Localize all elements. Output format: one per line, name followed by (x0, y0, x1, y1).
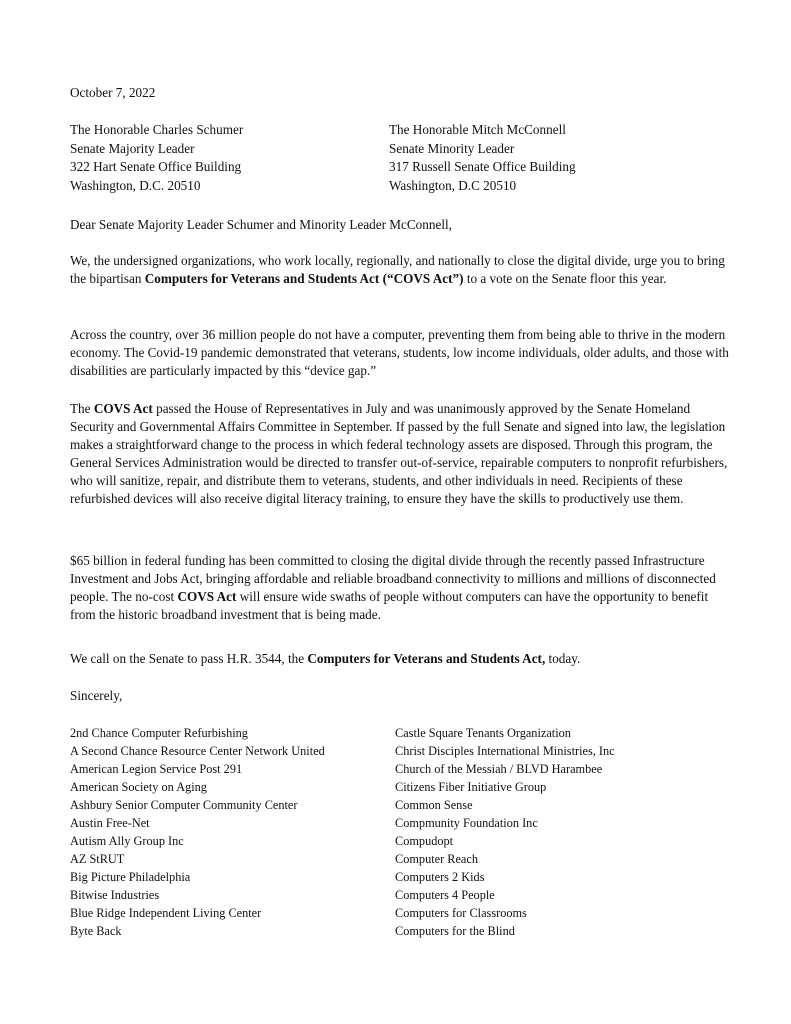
paragraph-text: will ensure wide swaths of people without computers can have the opportunity to benefit from the historic broadband investment that is being made. (70, 589, 709, 623)
signatory-org: AZ StRUT (70, 852, 125, 866)
paragraph-text: We call on the Senate to pass H.R. 3544, the (70, 651, 308, 666)
salutation: Dear Senate Majority Leader Schumer and Minority Leader McConnell, (70, 217, 452, 232)
paragraph-call-to-action (70, 650, 730, 668)
signatory-org: Computers 2 Kids (395, 870, 485, 884)
signatory-org: A Second Chance Resource Center Network United (70, 744, 325, 758)
signatory-org: Compmunity Foundation Inc (395, 816, 538, 830)
paragraph-text: The (70, 401, 94, 416)
recipient-block-schumer (70, 121, 243, 195)
signatory-org: Compudopt (395, 834, 454, 848)
letter-date: October 7, 2022 (70, 85, 156, 100)
paragraph-request (70, 252, 730, 288)
paragraph-text: today. (545, 651, 581, 666)
signatory-org: Ashbury Senior Computer Community Center (70, 798, 298, 812)
paragraph-text: passed the House of Representatives in July and was unanimously approved by the Senate Homeland Security and Governmental Affairs Committee in September. If passed by the full Senate and signed into law, the legislation makes a straightforward change to the process in which federal technology assets are disposed. Through this program, the General Services Administration would be directed to transfer out-of-service, repairable computers to nonprofit refurbishers, who will sanitize, repair, and distribute them to veterans, students, and other individuals in need. Recipients of these refurbished devices will also receive digital literacy training, to ensure they have the skills to productively use them. (70, 401, 728, 507)
recipient-address: 322 Hart Senate Office Building (70, 159, 242, 175)
recipient-title: Senate Majority Leader (70, 140, 195, 156)
act-name-bold: Computers for Veterans and Students Act, (307, 651, 546, 666)
act-name-bold: Computers for Veterans and Students Act (“COVS Act”) (144, 271, 464, 287)
signatory-org: Christ Disciples International Ministries, Inc (395, 744, 615, 758)
signatory-org: Computer Reach (395, 852, 478, 866)
paragraph-text: We, the undersigned organizations, who work locally, regionally, and nationally to close the digital divide, urge you to bring the bipartisan (70, 253, 725, 287)
closing: Sincerely, (70, 688, 123, 703)
signatory-org: American Society on Aging (70, 780, 207, 794)
signatory-org: Computers for Classrooms (395, 906, 527, 920)
signatory-org: Computers 4 People (395, 888, 495, 902)
signatory-org: Common Sense (395, 798, 473, 812)
paragraph-device-gap: Across the country, over 36 million people do not have a computer, preventing them from being able to thrive in the modern economy. The Covid-19 pandemic demonstrated that veterans, students, low income individuals, older adults, and those with disabilities are particularly impacted by this “device gap.” (70, 327, 729, 379)
signatory-org: Church of the Messiah / BLVD Harambee (395, 762, 603, 776)
paragraph-covs-act (70, 400, 730, 509)
recipient-city: Washington, D.C 20510 (389, 177, 517, 193)
signatory-org: 2nd Chance Computer Refurbishing (70, 726, 248, 740)
signatory-org: Blue Ridge Independent Living Center (70, 906, 262, 920)
recipient-block-mcconnell (389, 121, 576, 195)
paragraph-funding (70, 552, 730, 624)
signatory-list-right (395, 724, 615, 940)
act-name-bold: COVS Act (93, 401, 153, 416)
paragraph-text: to a vote on the Senate floor this year. (463, 271, 667, 287)
signatory-org: Autism Ally Group Inc (70, 834, 184, 848)
signatory-org: Castle Square Tenants Organization (395, 726, 571, 740)
signatory-org: Austin Free-Net (70, 816, 150, 830)
signatory-org: Citizens Fiber Initiative Group (395, 780, 547, 794)
signatory-org: American Legion Service Post 291 (70, 762, 243, 776)
recipient-name: The Honorable Charles Schumer (70, 122, 244, 137)
paragraph-text: $65 billion in federal funding has been committed to closing the digital divide through the recently passed Infrastructure Investment and Jobs Act, bringing affordable and reliable broadband connectivity to millions and millions of disconnected people. The no-cost (70, 553, 716, 605)
recipient-address: 317 Russell Senate Office Building (389, 159, 576, 175)
recipient-name: The Honorable Mitch McConnell (389, 122, 566, 137)
signatory-org: Bitwise Industries (70, 888, 160, 902)
signatory-org: Computers for the Blind (395, 924, 515, 938)
signatory-org: Byte Back (70, 924, 122, 938)
recipient-title: Senate Minority Leader (389, 140, 515, 156)
signatory-list-left (70, 724, 325, 940)
signatory-org: Big Picture Philadelphia (70, 870, 191, 884)
act-name-bold: COVS Act (177, 589, 237, 605)
recipient-city: Washington, D.C. 20510 (70, 177, 201, 193)
